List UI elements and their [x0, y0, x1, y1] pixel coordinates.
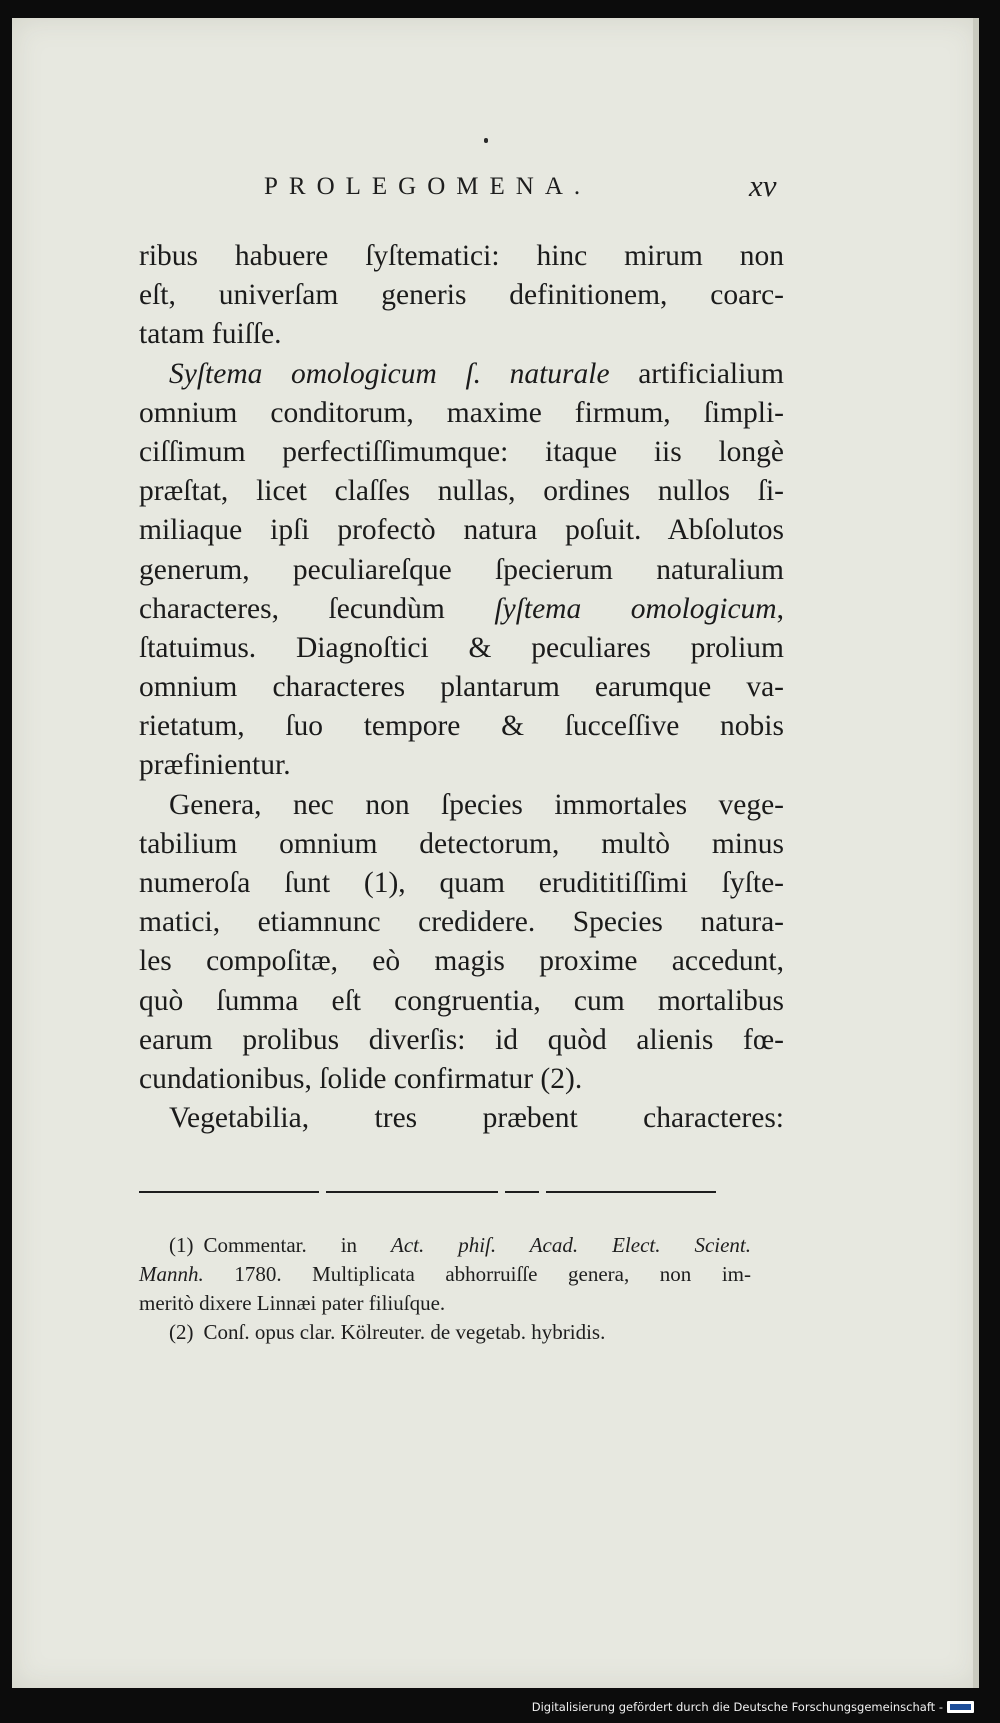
- text-line: omnium characteres plantarum earumque va-: [139, 671, 784, 704]
- text-line: Genera, nec non ſpecies immortales vege-: [169, 788, 784, 821]
- text-line: ſtatuimus. Diagnoſtici & peculiares prolium: [139, 631, 784, 664]
- text-line: les compoſitæ, eò magis proxime accedunt,: [139, 945, 784, 978]
- text-line: Syſtema omologicum ſ. naturale artificialium: [169, 357, 784, 390]
- text-line: ciſſimum perfectiſſimumque: itaque iis longè: [139, 435, 784, 468]
- body-text: [139, 237, 784, 1138]
- separator-segment: [139, 1191, 319, 1193]
- page-number: xv: [749, 168, 777, 203]
- italic-term: Syſtema omologicum ſ. naturale: [169, 357, 610, 390]
- footnote-citation: Act. phiſ. Acad. Elect. Scient.: [391, 1233, 751, 1257]
- footnote-mark: (1): [169, 1233, 194, 1257]
- text-line: rietatum, ſuo tempore & ſucceſſive nobis: [139, 710, 784, 743]
- footnote-citation: Mannh.: [139, 1262, 204, 1286]
- text-line: ribus habuere ſyſtematici: hinc mirum non: [139, 240, 784, 272]
- separator-segment: [546, 1191, 716, 1193]
- dfg-logo-icon: [947, 1701, 974, 1713]
- footnote-mark: (2): [169, 1320, 194, 1344]
- text-line: earum prolibus diverſis: id quòd alienis fœ-: [139, 1023, 784, 1056]
- text-line: Vegetabilia, tres præbent characteres:: [169, 1102, 784, 1135]
- footnote-text: Commentar. in: [203, 1233, 358, 1257]
- separator-segment: [326, 1191, 498, 1193]
- text-line: numeroſa ſunt (1), quam erudititiſſimi ſyſte-: [139, 867, 784, 899]
- digitization-credit: [532, 1700, 974, 1714]
- text-line: miliaque ipſi profectò natura poſuit. Abſolutos: [139, 514, 784, 547]
- text-line: tatam fuiſſe.: [139, 318, 282, 351]
- footnote-separator: [139, 1191, 784, 1195]
- text-line: eſt, univerſam generis definitionem, coarc-: [139, 279, 784, 312]
- book-page: [12, 18, 979, 1688]
- footnote-1-line-2: [139, 1260, 751, 1289]
- footnote-1-line-1: [139, 1231, 751, 1260]
- footnote-text: 1780. Multiplicata abhorruiſſe genera, non im-: [234, 1262, 752, 1286]
- text-line: quò ſumma eſt congruentia, cum mortalibus: [139, 984, 784, 1017]
- text-line: omnium conditorum, maxime firmum, ſimpli-: [139, 396, 784, 429]
- footnote-text: Conſ. opus clar. Kölreuter. de vegetab. hybridis.: [203, 1320, 606, 1344]
- footnote-2: [139, 1318, 751, 1347]
- text-line: præfinientur.: [139, 749, 291, 782]
- text-line: tabilium omnium detectorum, multò minus: [139, 827, 784, 860]
- footnotes: [139, 1231, 751, 1347]
- italic-term: ſyſtema omologicum: [494, 592, 777, 625]
- text-line: matici, etiamnunc credidere. Species natura-: [139, 906, 784, 939]
- separator-segment: [505, 1191, 539, 1193]
- text-line: characteres, ſecundùm ſyſtema omologicum,: [139, 592, 784, 625]
- credit-text: Digitalisierung gefördert durch die Deutsche Forschungsgemeinschaft -: [531, 1700, 943, 1714]
- footnote-1-line-3: meritò dixere Linnæi pater filiuſque.: [139, 1291, 446, 1315]
- ink-dot: [484, 138, 488, 143]
- text-line: generum, peculiareſque ſpecierum naturalium: [139, 553, 784, 586]
- text-line: præſtat, licet claſſes nullas, ordines nullos ſi-: [139, 475, 784, 508]
- text-line: cundationibus, ſolide confirmatur (2).: [139, 1062, 583, 1095]
- running-head: PROLEGOMENA.: [264, 173, 592, 200]
